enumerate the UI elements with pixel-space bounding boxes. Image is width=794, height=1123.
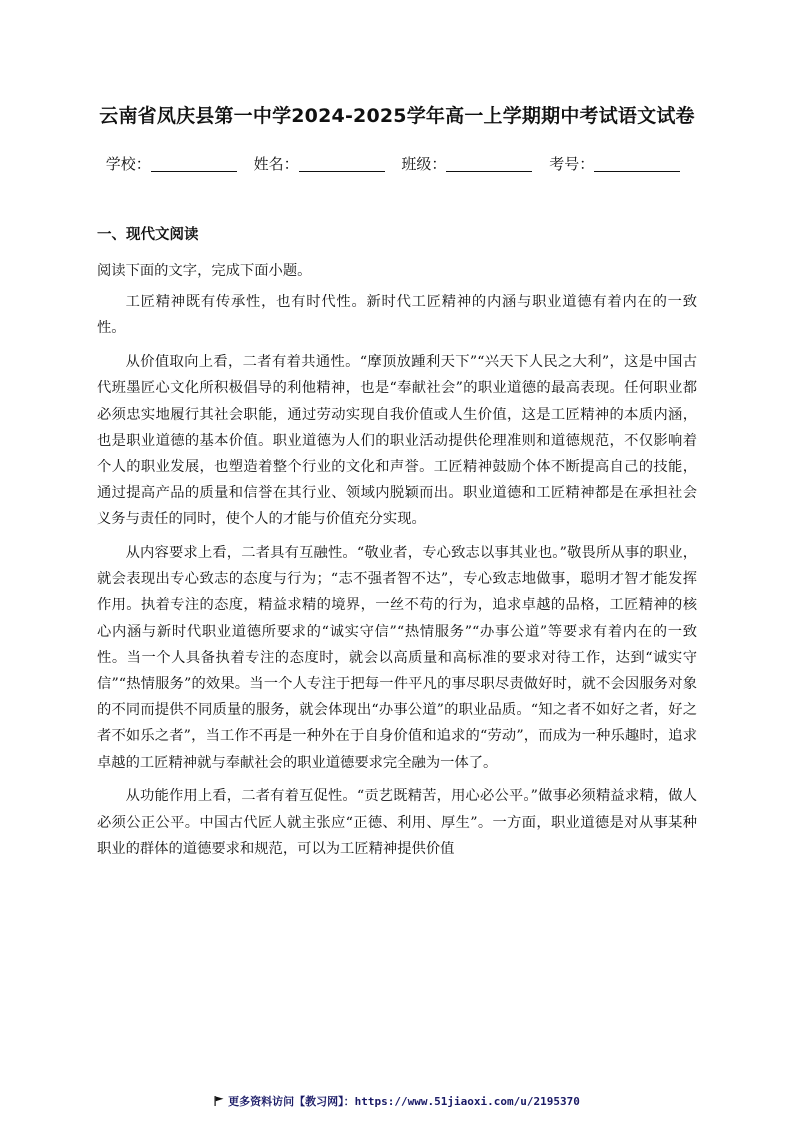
- section-heading: 一、现代文阅读: [97, 227, 199, 243]
- name-label: 姓名：: [253, 155, 299, 173]
- footer-link[interactable]: [0, 1093, 794, 1109]
- reading-instruction: 阅读下面的文字，完成下面小题。: [97, 263, 312, 279]
- class-blank[interactable]: [446, 157, 532, 172]
- exam-number-label: 考号：: [549, 155, 595, 173]
- exam-number-field: [549, 155, 688, 173]
- flag-icon: [214, 1096, 224, 1106]
- exam-title: 云南省凤庆县第一中学2024-2025学年高一上学期期中考试语文试卷: [99, 105, 695, 127]
- school-blank[interactable]: [151, 157, 237, 172]
- passage-paragraph: 工匠精神既有传承性，也有时代性。新时代工匠精神的内涵与职业道德有着内在的一致性。: [97, 294, 697, 337]
- passage-paragraph: 从功能作用上看，二者有着互促性。“贡艺既精苦，用心必公平。”做事必须精益求精，做人必须公正公平。中国古代匠人就主张应“正德、利用、厚生”。一方面，职业道德是对从事某种职业的群体的道德要求和规范，可以为工匠精神提供价值: [97, 788, 697, 857]
- name-blank[interactable]: [299, 157, 385, 172]
- student-info-line: [0, 153, 794, 174]
- class-field: [401, 155, 545, 173]
- class-label: 班级：: [401, 155, 447, 173]
- passage-paragraph: 从价值取向上看，二者有着共通性。“摩顶放踵利天下”“兴天下人民之大利”，这是中国古代班墨匠心文化所积极倡导的利他精神，也是“奉献社会”的职业道德的最高表现。任何职业都必须忠实地履行其社会职能，通过劳动实现自我价值或人生价值，这是工匠精神的本质内涵，也是职业道德的基本价值。职业道德为人们的职业活动提供伦理准则和道德规范，不仅影响着个人的职业发展，也塑造着整个行业的文化和声誉。工匠精神鼓励个体不断提高自己的技能，通过提高产品的质量和信誉在其行业、领域内脱颖而出。职业道德和工匠精神都是在承担社会义务与责任的同时，使个人的才能与价值充分实现。: [97, 354, 697, 528]
- name-field: [254, 155, 398, 173]
- reading-passage: [97, 258, 697, 869]
- exam-number-blank[interactable]: [594, 157, 680, 172]
- school-field: [106, 155, 250, 173]
- passage-paragraph: 从内容要求上看，二者具有互融性。“敬业者，专心致志以事其业也。”敬畏所从事的职业，就会表现出专心致志的态度与行为；“志不强者智不达”，专心致志地做事，聪明才智才能发挥作用。执着专注的态度，精益求精的境界，一丝不苟的行为，追求卓越的品格，工匠精神的核心内涵与新时代职业道德所要求的“诚实守信”“热情服务”“办事公道”等要求有着内在的一致性。当一个人具备执着专注的态度时，就会以高质量和高标准的要求对待工作，达到“诚实守信”“热情服务”的效果。当一个人专注于把每一件平凡的事尽职尽责做好时，就不会因服务对象的不同而提供不同质量的服务，就会体现出“办事公道”的职业品质。“知之者不如好之者，好之者不如乐之者”，当工作不再是一种外在于自身价值和追求的“劳动”，而成为一种乐趣时，追求卓越的工匠精神就与奉献社会的职业道德要求完全融为一体了。: [97, 545, 697, 771]
- footer-text: 更多资料访问【教习网】：https://www.51jiaoxi.com/u/2195370: [228, 1095, 580, 1108]
- school-label: 学校：: [105, 155, 151, 173]
